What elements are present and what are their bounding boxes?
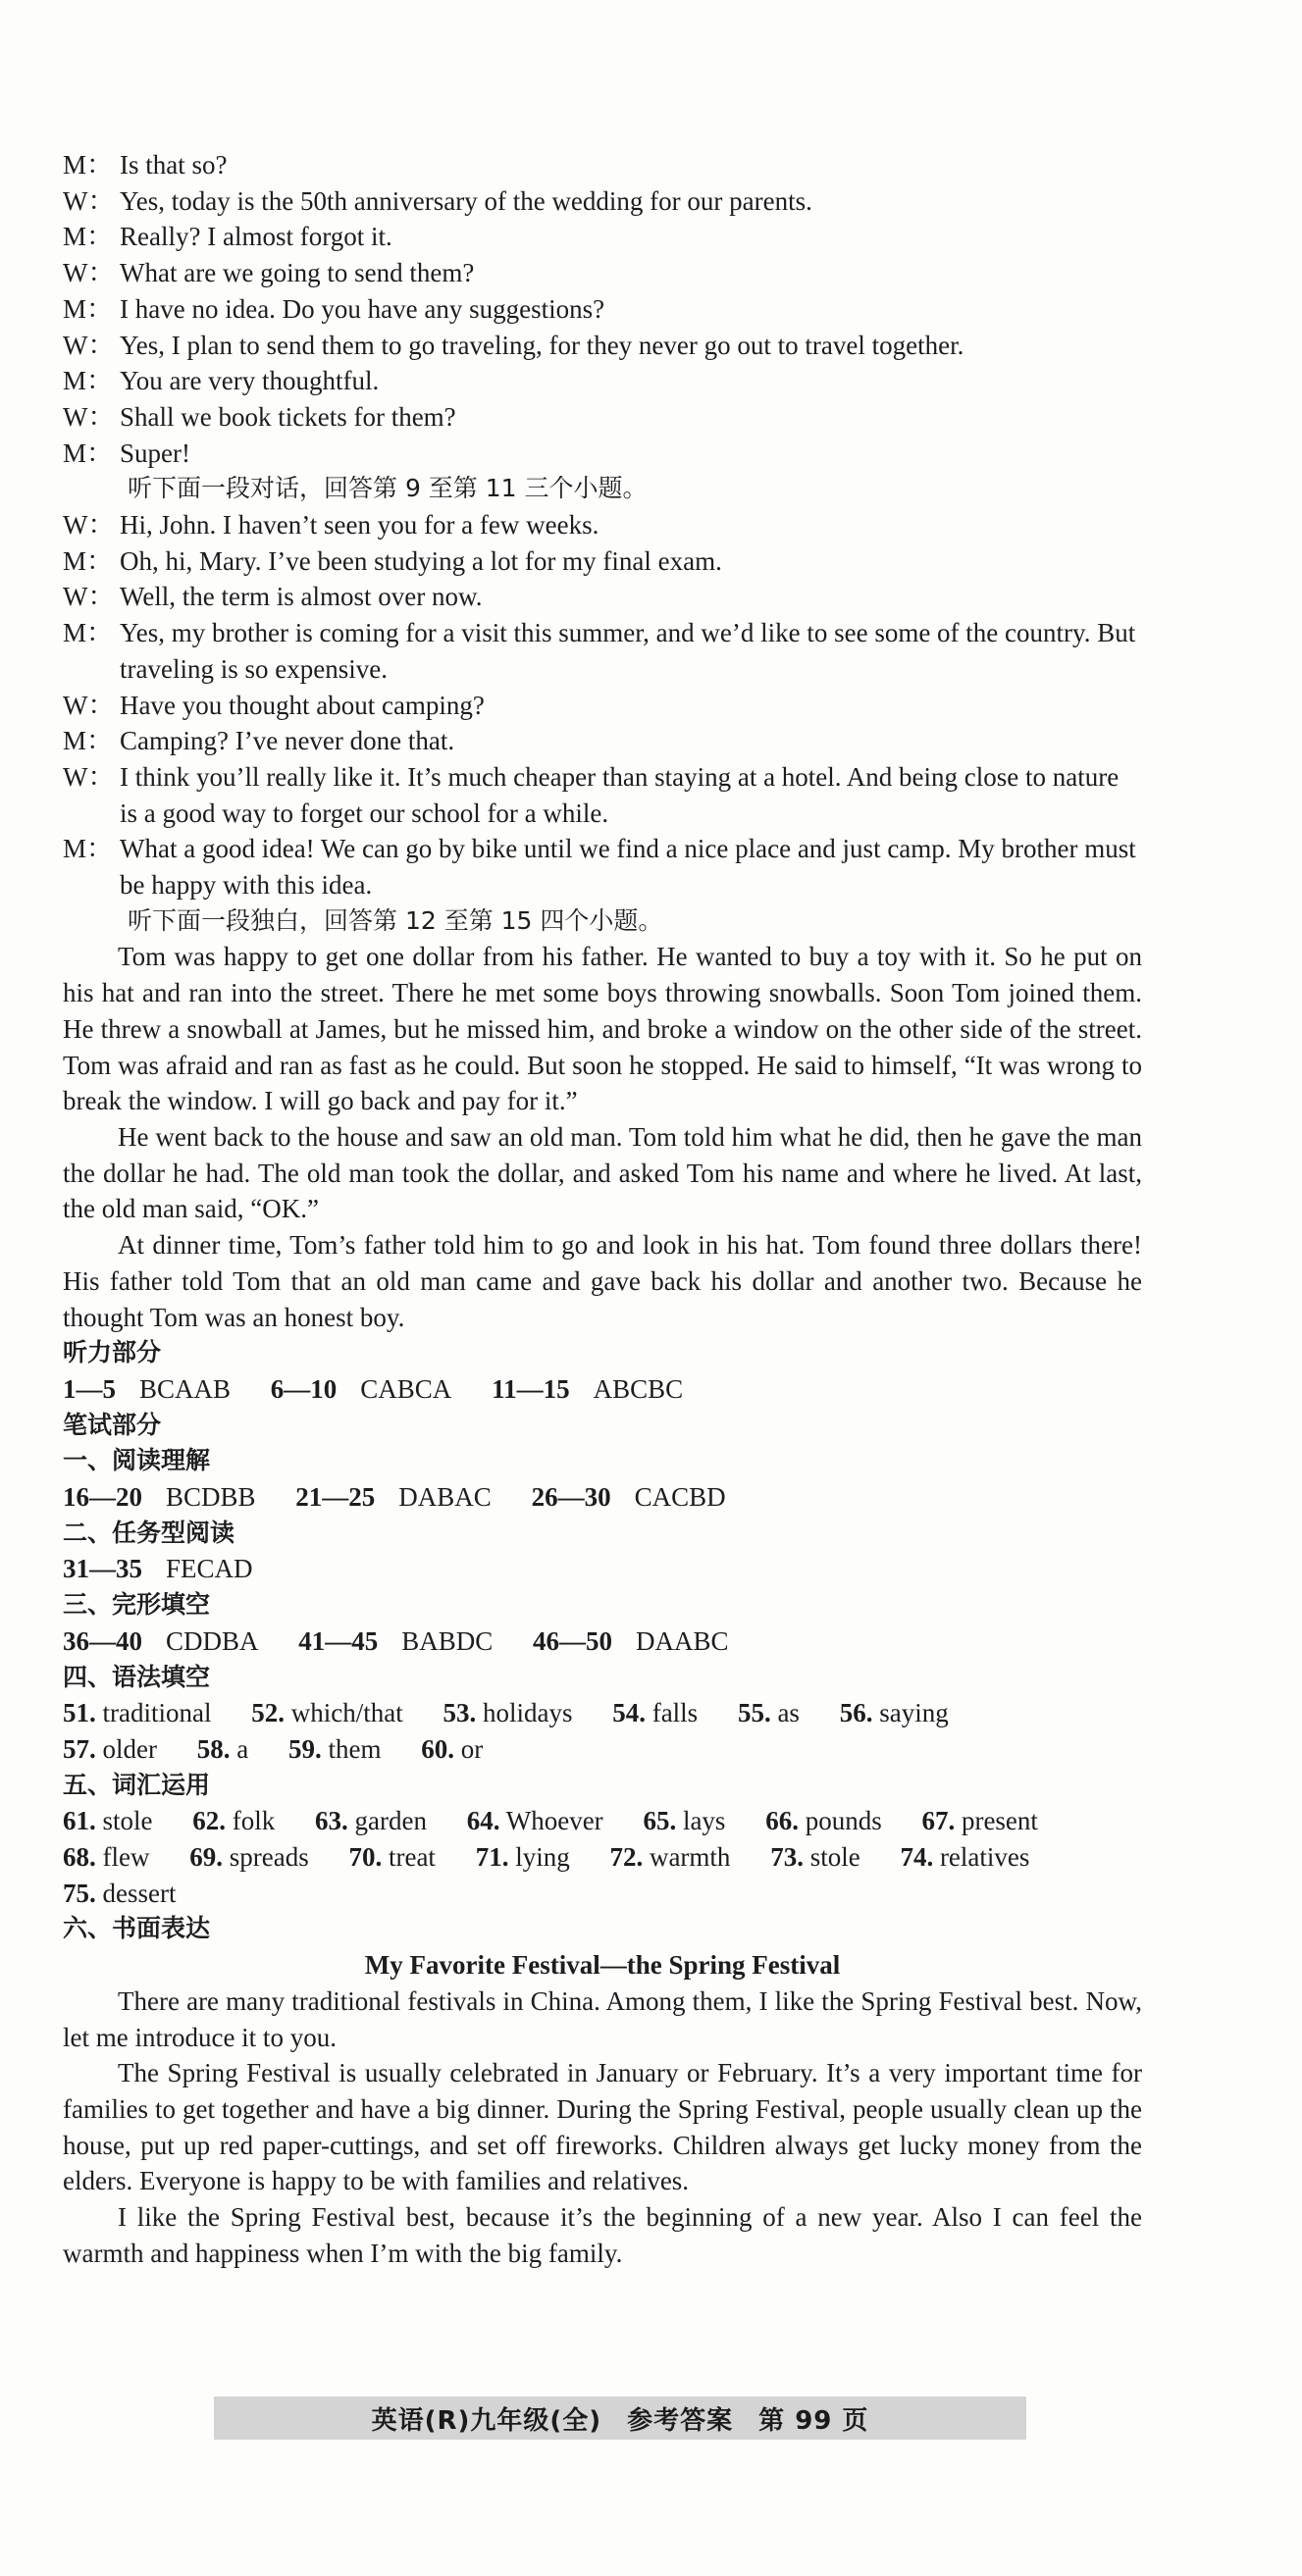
dialogue-text: Is that so? [120,150,228,180]
essay-paragraph: I like the Spring Festival best, because it’s the beginning of a new year. Also I can feel the warmth and happiness when I’m with the big family. [63,2202,1142,2268]
dialogue-2 [63,507,1142,903]
item-answer: treat [388,1842,436,1873]
essay-title: My Favorite Festival—the Spring Festival [364,1950,841,1981]
dialogue-line [63,615,1142,687]
dialogue-text: Camping? I’ve never done that. [120,726,455,756]
item-number: 64. [466,1806,500,1836]
item-number: 51. [63,1698,96,1728]
answer-letters: CDDBA [166,1625,259,1656]
dialogue-line [63,543,1142,580]
item-number: 66. [765,1806,799,1836]
item-number: 63. [315,1806,348,1836]
monologue-paragraph: He went back to the house and saw an old man. Tom told him what he did, then he gave the man the dollar he had. The old man took the dollar, and asked Tom his name and where he lived. At last, the old man said, “OK.” [63,1121,1142,1224]
answer-letters: CABCA [360,1373,452,1404]
dialogue-text: Oh, hi, Mary. I’ve been studying a lot for my final exam. [120,545,722,576]
answer-range: 1—5 [63,1373,116,1404]
section-heading: 二、任务型阅读 [63,1518,235,1547]
speaker-label: M： [63,293,114,324]
speaker-label: M： [63,150,114,180]
dialogue-line [63,328,1142,364]
item-number: 62. [192,1806,226,1836]
item-number: 53. [443,1698,477,1728]
dialogue-text: Shall we book tickets for them? [120,401,456,432]
footer-book-title: 英语(R)九年级(全) [371,2405,602,2436]
section-heading: 一、阅读理解 [63,1446,211,1475]
speaker-label: M： [63,222,114,252]
speaker-label: W： [63,582,115,612]
item-answer: present [961,1806,1038,1836]
item-answer: as [777,1698,800,1728]
dialogue-text: Super! [120,438,190,468]
speaker-label: W： [63,258,115,288]
speaker-label: M： [63,834,114,864]
dialogue-text: You are very thoughtful. [120,366,380,396]
answer-letters: DAABC [636,1625,729,1656]
section-heading: 三、完形填空 [63,1590,211,1620]
item-answer: relatives [939,1842,1030,1873]
answer-letters: FECAD [166,1554,253,1584]
item-answer: folk [232,1806,276,1836]
answer-range: 16—20 [63,1482,142,1513]
dialogue-line [63,291,1142,328]
answer-letters: DABAC [398,1482,492,1513]
item-answer: warmth [649,1842,731,1873]
monologue [63,939,1142,1335]
item-answer: falls [651,1698,699,1728]
dialogue-line [63,399,1142,436]
item-number: 68. [63,1842,96,1873]
speaker-label: M： [63,618,114,648]
answer-row [63,1876,1142,1912]
answer-range: 31—35 [63,1554,142,1584]
essay-paragraph: There are many traditional festivals in China. Among them, I like the Spring Festival best. Now, let me introduce it to you. [63,1985,1142,2052]
monologue-paragraph: Tom was happy to get one dollar from his father. He wanted to buy a toy with it. So he put on his hat and ran into the street. There he met some boys throwing snowballs. Soon Tom joined them. He threw a snowball at James, but he missed him, and broke a window on the other side of the street. Tom was afraid and ran as fast as he could. But soon he stopped. He said to himself, “It was wrong to break the window. I will go back and pay for it.” [63,942,1142,1116]
item-answer: saying [879,1698,949,1728]
answer-letters: BCAAB [139,1373,232,1404]
dialogue-line [63,579,1142,615]
section-heading: 听力部分 [63,1338,162,1367]
dialogue-text: I think you’ll really like it. It’s much cheaper than staying at a hotel. And being close to nature is a good way to forget our school for a while. [120,761,1120,828]
speaker-label: W： [63,761,115,792]
dialogue-line [63,363,1142,399]
dialogue-line [63,183,1142,220]
dialogue-line [63,219,1142,255]
dialogue-line [63,147,1142,183]
footer-page-number: 第 99 页 [758,2405,869,2436]
item-number: 70. [348,1842,383,1873]
speaker-label: M： [63,438,114,468]
dialogue-text: Really? I almost forgot it. [120,222,392,252]
answer-row [63,1839,1142,1876]
answer-range: 41—45 [298,1625,379,1656]
speaker-label: W： [63,185,115,216]
answer-letters: BABDC [401,1625,494,1656]
speaker-label: W： [63,690,115,720]
item-number: 69. [189,1842,223,1873]
dialogue-line [63,723,1142,759]
answer-row [63,1695,1142,1731]
item-number: 55. [737,1698,771,1728]
item-number: 65. [643,1806,677,1836]
item-answer: holidays [482,1698,573,1728]
item-answer: lays [682,1806,726,1836]
dialogue-text: Yes, I plan to send them to go traveling, for they never go out to travel together. [120,330,964,360]
dialogue-line [63,507,1142,543]
section-heading: 六、书面表达 [63,1914,211,1943]
dialogue-text: Well, the term is almost over now. [120,582,483,612]
section-heading: 五、词汇运用 [63,1770,211,1799]
item-answer: or [460,1733,484,1764]
item-answer: flew [102,1842,150,1873]
listening-instruction: 听下面一段对话，回答第 9 至第 11 三个小题。 [128,474,648,503]
monologue-paragraph: At dinner time, Tom’s father told him to go and look in his hat. Tom found three dollars there! His father told Tom that an old man came and gave back his dollar and another two. Because he thought Tom was an honest boy. [63,1230,1142,1332]
dialogue-line [63,688,1142,724]
dialogue-text: Yes, today is the 50th anniversary of the wedding for our parents. [120,185,812,216]
dialogue-line [63,759,1142,831]
dialogue-text: What a good idea! We can go by bike until we find a nice place and just camp. My brother must be happy with this idea. [120,834,1136,901]
item-answer: Whoever [505,1806,603,1836]
item-number: 75. [63,1878,96,1908]
answer-row [63,1371,1142,1408]
section-heading: 四、语法填空 [63,1662,211,1691]
page-footer [214,2396,1026,2440]
essay-paragraph: The Spring Festival is usually celebrated in January or February. It’s a very important time for families to get together and have a big dinner. During the Spring Festival, people usually clean up the house, put up red paper-cuttings, and set off fireworks. Children always get lucky money from the elders. Everyone is happy to be with families and relatives. [63,2058,1142,2196]
dialogue-line [63,831,1142,902]
answer-range: 26—30 [531,1482,611,1513]
dialogue-text: Have you thought about camping? [120,690,485,720]
item-answer: lying [515,1842,570,1873]
item-number: 73. [770,1842,804,1873]
answer-letters: CACBD [634,1482,726,1513]
answer-range: 36—40 [63,1625,142,1656]
item-answer: stole [809,1842,860,1873]
item-number: 59. [287,1733,322,1764]
item-answer: stole [102,1806,153,1836]
item-number: 71. [475,1842,509,1873]
listening-instruction: 听下面一段独白，回答第 12 至第 15 四个小题。 [128,905,663,935]
dialogue-text: I have no idea. Do you have any suggestions? [120,293,605,324]
answer-letters: ABCBC [593,1373,684,1404]
item-answer: them [328,1733,382,1764]
item-answer: garden [354,1806,427,1836]
answer-range: 6—10 [270,1373,338,1404]
answer-range: 11—15 [492,1373,570,1404]
speaker-label: M： [63,366,114,396]
answer-range: 46—50 [533,1625,613,1656]
dialogue-text: Yes, my brother is coming for a visit this summer, and we’d like to see some of the country. But traveling is so expensive. [120,618,1136,684]
item-answer: which/that [290,1698,403,1728]
content-column [63,147,1142,2271]
item-number: 67. [921,1806,956,1836]
item-number: 58. [196,1733,231,1764]
item-number: 57. [63,1733,96,1764]
item-number: 72. [609,1842,644,1873]
speaker-label: W： [63,330,115,360]
answer-row [63,1803,1142,1839]
answer-row [63,1623,1142,1660]
footer-section-label: 参考答案 [627,2405,734,2436]
item-answer: older [102,1733,157,1764]
item-number: 56. [839,1698,873,1728]
answer-letters: BCDBB [166,1482,256,1513]
item-answer: dessert [102,1878,177,1908]
item-number: 74. [900,1842,934,1873]
dialogue-line [63,436,1142,472]
section-heading: 笔试部分 [63,1410,162,1439]
answer-row [63,1731,1142,1768]
dialogue-text: What are we going to send them? [120,258,475,288]
speaker-label: W： [63,401,115,432]
answer-range: 21—25 [295,1482,376,1513]
item-answer: pounds [805,1806,882,1836]
speaker-label: M： [63,545,114,576]
item-number: 60. [421,1733,454,1764]
dialogue-text: Hi, John. I haven’t seen you for a few weeks. [120,510,599,541]
speaker-label: W： [63,510,115,541]
item-answer: spreads [229,1842,309,1873]
item-number: 61. [63,1806,96,1836]
item-answer: a [236,1733,249,1764]
dialogue-line [63,255,1142,291]
item-answer: traditional [102,1698,212,1728]
answer-row [63,1479,1142,1516]
dialogue-1 [63,147,1142,471]
speaker-label: M： [63,726,114,756]
answer-row [63,1551,1142,1587]
item-number: 54. [612,1698,646,1728]
item-number: 52. [251,1698,285,1728]
